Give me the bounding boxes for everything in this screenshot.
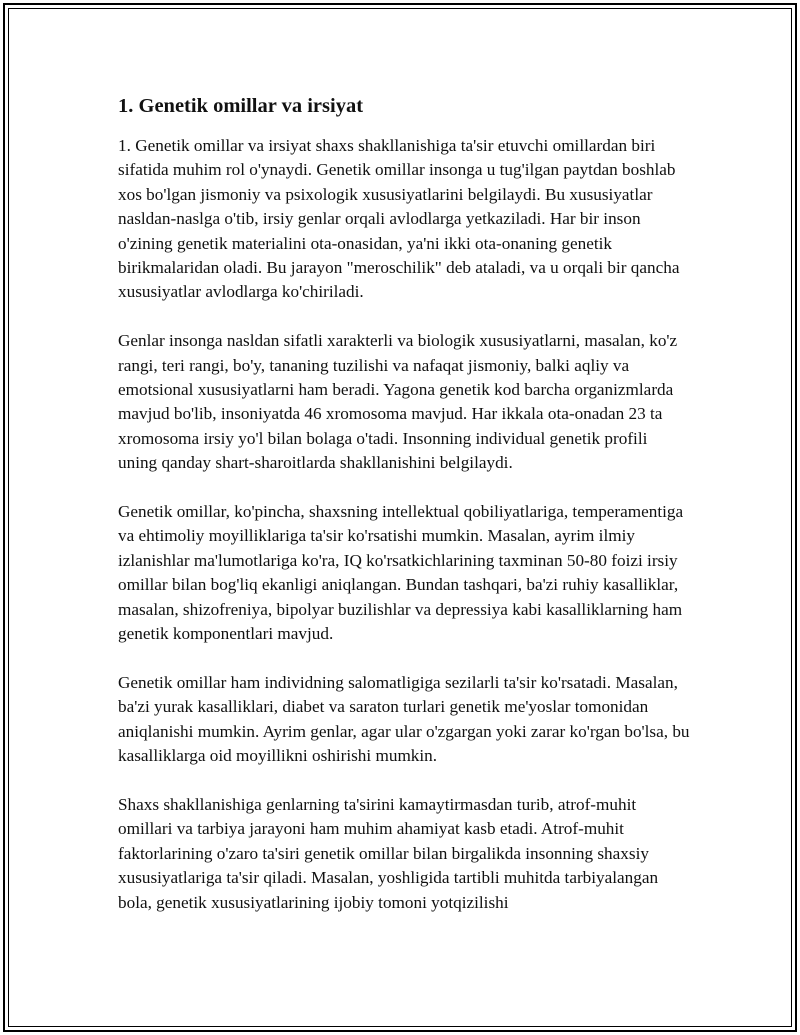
paragraph-5: Shaxs shakllanishiga genlarning ta'sirini kamaytirmasdan turib, atrof-muhit omillari va tarbiya jarayoni ham muhim ahamiyat kasb etadi. Atrof-muhit faktorlarining o'zaro ta'siri genetik omillar bilan birgalikda insonning shaxsiy xususiyatlariga ta'sir qiladi. Masalan, yoshligida tartibli muhitda tarbiyalangan bola, genetik xususiyatlarining ijobiy tomoni yotqizilishi xyxy=(118,794,659,912)
document-body xyxy=(118,92,690,939)
section-heading: 1. Genetik omillar va irsiyat xyxy=(118,95,364,117)
paragraph-4: Genetik omillar ham individning salomatligiga sezilarli ta'sir ko'rsatadi. Masalan, ba'zi yurak kasalliklari, diabet va saraton turlari genetik me'yoslar tomonidan aniqlanishi mumkin. Ayrim genlar, agar ular o'zgargan yoki zarar ko'rgan bo'lsa, bu kasalliklarga oid moyillikni oshirishi mumkin. xyxy=(118,672,690,766)
paragraph-1: 1. Genetik omillar va irsiyat shaxs shakllanishiga ta'sir etuvchi omillardan biri sifatida muhim rol o'ynaydi. Genetik omillar insonga u tug'ilgan paytdan boshlab xos bo'lgan jismoniy va psixologik xususiyatlarini belgilaydi. Bu xususiyatlar nasldan-naslga o'tib, irsiy genlar orqali avlodlarga yetkaziladi. Har bir inson o'zining genetik materialini ota-onasidan, ya'ni ikki ota-onaning genetik birikmalaridan oladi. Bu jarayon "meroschilik" deb ataladi, va u orqali bir qancha xususiyatlar avlodlarga ko'chiriladi. xyxy=(118,136,680,302)
paragraph-3: Genetik omillar, ko'pincha, shaxsning intellektual qobiliyatlariga, temperamentiga va ehtimoliy moyilliklariga ta'sir ko'rsatishi mumkin. Masalan, ayrim ilmiy izlanishlar ma'lumotlariga ko'ra, IQ ko'rsatkichlarining taxminan 50-80 foizi irsiy omillar bilan bog'liq ekanligi aniqlangan. Bundan tashqari, ba'zi ruhiy kasalliklar, masalan, shizofreniya, bipolyar buzilishlar va depressiya kabi kasalliklarning ham genetik komponentlari mavjud. xyxy=(118,502,684,644)
paragraph-2: Genlar insonga nasldan sifatli xarakterli va biologik xususiyatlarni, masalan, ko'z rangi, teri rangi, bo'y, tananing tuzilishi va nafaqat jismoniy, balki aqliy va emotsional xususiyatlarni ham beradi. Yagona genetik kod barcha organizmlarda mavjud bo'lib, insoniyatda 46 xromosoma mavjud. Har ikkala ota-onadan 23 ta xromosoma irsiy yo'l bilan bolaga o'tadi. Insonning individual genetik profili uning qanday shart-sharoitlarda shakllanishini belgilaydi. xyxy=(118,331,678,473)
